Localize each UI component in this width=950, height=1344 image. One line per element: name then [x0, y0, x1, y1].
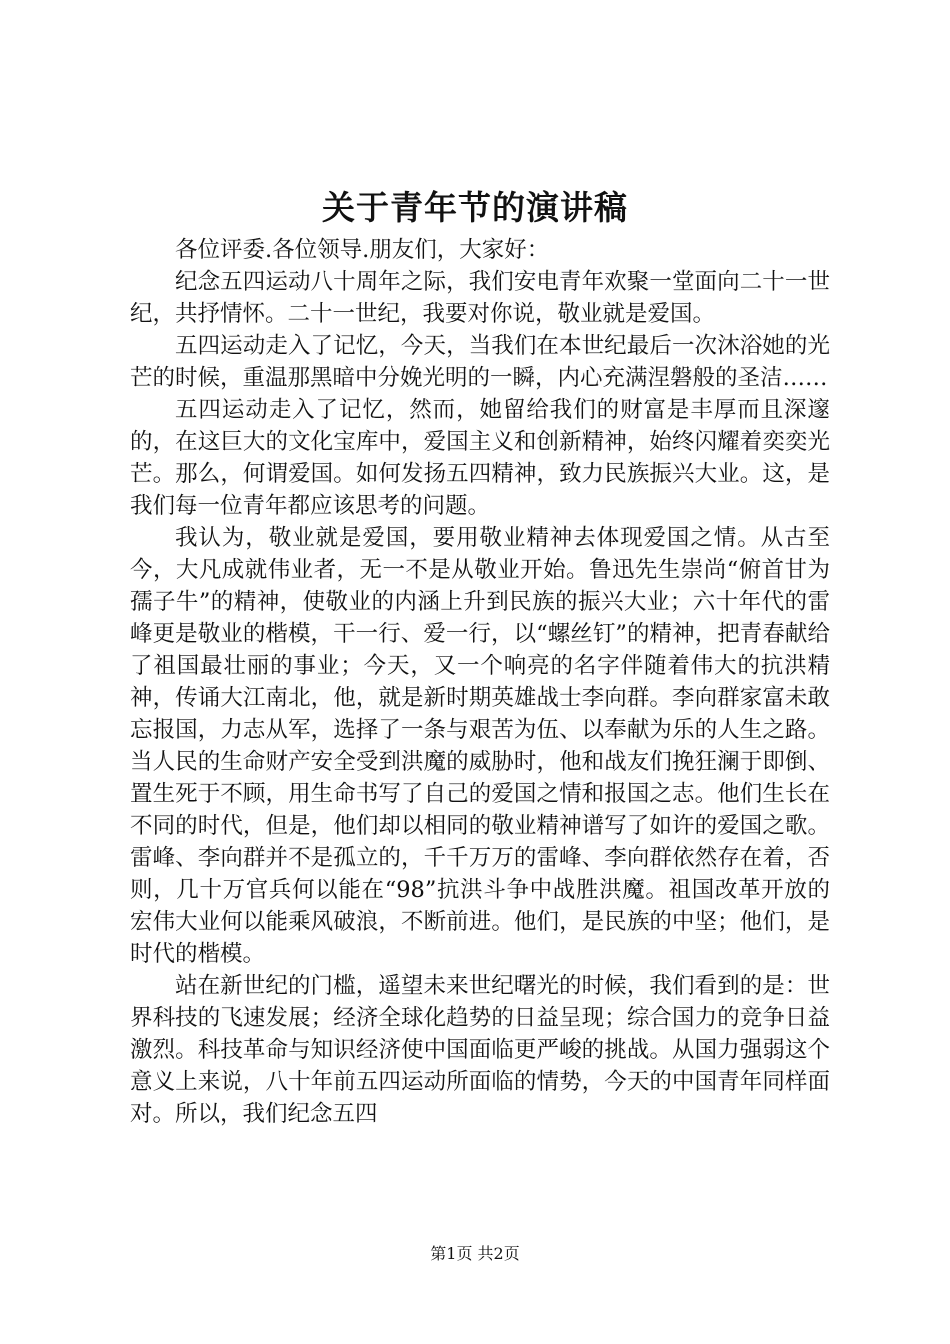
- page-footer: 第1页 共2页: [430, 1244, 520, 1263]
- paragraph: 站在新世纪的门槛，遥望未来世纪曙光的时候，我们看到的是：世界科技的飞速发展；经济全球化趋势的日益呈现；综合国力的竞争日益激烈。科技革命与知识经济使中国面临更严峻的挑战。从国力强弱这个意义上来说，八十年前五四运动所面临的情势，今天的中国青年同样面对。所以，我们纪念五四: [130, 973, 830, 1127]
- document-body: [130, 234, 830, 1130]
- paragraph-greeting: 各位评委.各位领导.朋友们，大家好：: [175, 237, 550, 263]
- paragraph: 五四运动走入了记忆，然而，她留给我们的财富是丰厚而且深邃的，在这巨大的文化宝库中，爱国主义和创新精神，始终闪耀着奕奕光芒。那么，何谓爱国。如何发扬五四精神，致力民族振兴大业。这，是我们每一位青年都应该思考的问题。: [130, 397, 830, 519]
- paragraph: 纪念五四运动八十周年之际，我们安电青年欢聚一堂面向二十一世纪，共抒情怀。二十一世纪，我要对你说，敬业就是爱国。: [130, 269, 830, 327]
- paragraph: 我认为，敬业就是爱国，要用敬业精神去体现爱国之情。从古至今，大凡成就伟业者，无一不是从敬业开始。鲁迅先生崇尚“俯首甘为孺子牛”的精神，使敬业的内涵上升到民族的振兴大业；六十年代的雷峰更是敬业的楷模，干一行、爱一行，以“螺丝钉”的精神，把青春献给了祖国最壮丽的事业；今天，又一个响亮的名字伴随着伟大的抗洪精神，传诵大江南北，他，就是新时期英雄战士李向群。李向群家富未敢忘报国，力志从军，选择了一条与艰苦为伍、以奉献为乐的人生之路。当人民的生命财产安全受到洪魔的威胁时，他和战友们挽狂澜于即倒、置生死于不顾，用生命书写了自己的爱国之情和报国之志。他们生长在不同的时代，但是，他们却以相同的敬业精神谱写了如许的爱国之歌。雷峰、李向群并不是孤立的，千千万万的雷峰、李向群依然存在着，否则，几十万官兵何以能在“98”抗洪斗争中战胜洪魔。祖国改革开放的宏伟大业何以能乘风破浪，不断前进。他们，是民族的中坚；他们，是时代的楷模。: [130, 525, 830, 967]
- paragraph: 五四运动走入了记忆，今天，当我们在本世纪最后一次沐浴她的光芒的时候，重温那黑暗中分娩光明的一瞬，内心充满涅磐般的圣洁……: [130, 333, 830, 391]
- page-title: 关于青年节的演讲稿: [322, 188, 628, 227]
